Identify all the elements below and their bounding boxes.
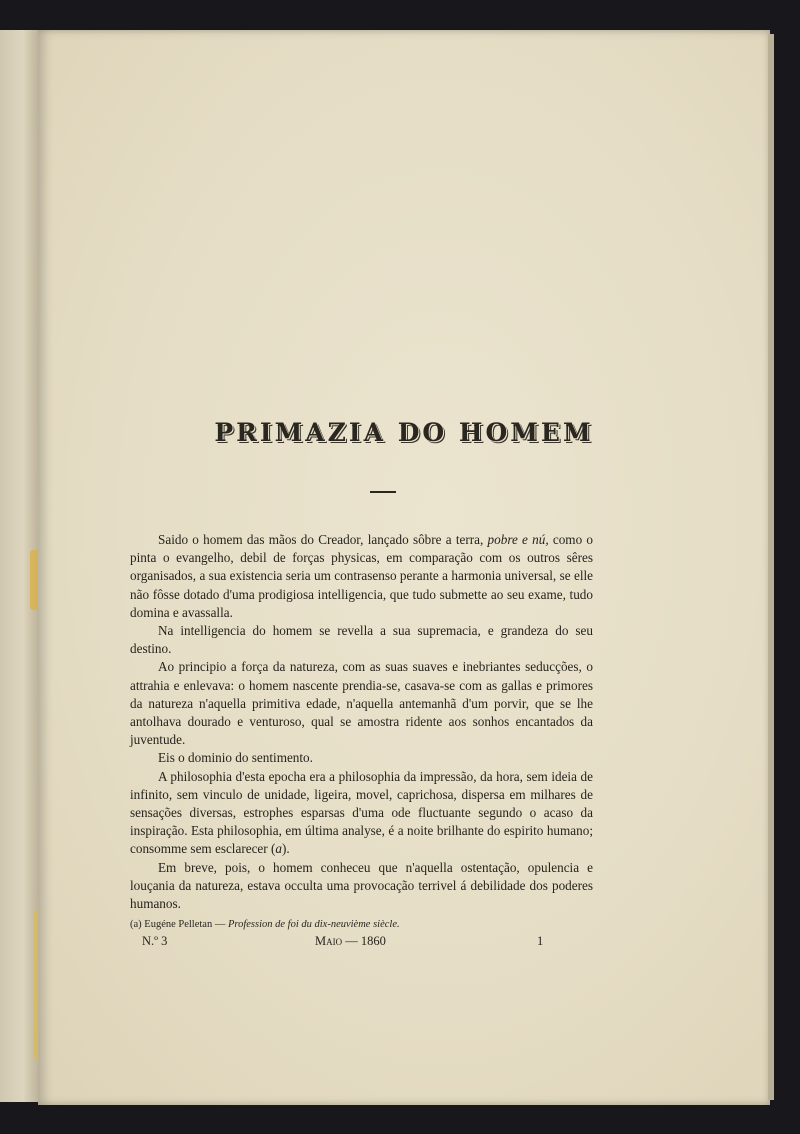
paragraph-text: Em breve, pois, o homem conheceu que n'aquella ostentação, opulencia e louçania da natureza, estava occulta uma provocação terrivel á debilidade dos poderes humanos.	[130, 859, 593, 912]
paragraph-emphasis: a	[275, 841, 282, 857]
footnote-marker: (a)	[130, 919, 142, 930]
body-paragraph	[130, 749, 593, 767]
paragraph-text: ).	[281, 841, 290, 857]
page-footer	[130, 934, 593, 952]
body-paragraph	[130, 768, 593, 859]
issue-date: Maio — 1860	[315, 934, 386, 948]
issue-number: N.º 3	[142, 934, 168, 948]
body-paragraph	[130, 531, 593, 622]
footnote-author: Eugéne Pelletan —	[144, 919, 226, 930]
page-edge	[768, 34, 774, 1100]
paragraph-text: como o pinta o evangelho, debil de forças physicas, em comparação com os outros sêres organisados, a sua existencia seria um contrasenso perante a harmonia universal, se elle não fôsse dotado d'uma prodigiosa intelligencia, que tudo submette ao seu exame, tudo domina e avassalla.	[130, 532, 593, 620]
paragraph-text: A philosophia d'esta epocha era a philosophia da impressão, da hora, sem ideia de infinito, sem vinculo de unidade, ligeira, movel, caprichosa, dispersa em milhares de sensações diversas, estrophes esparsas d'uma ode fluctuante segundo o acaso da inspiração. Esta philosophia, em última analyse, é a noite brilhante do espirito humano; consomme sem esclarecer (	[130, 768, 593, 857]
paragraph-text: Ao principio a força da natureza, com as suas suaves e inebriantes seducções, o attrahia e enlevava: o homem nascente prendia-se, casava-se com as gallas e primores da natureza n'aquella primitiva edade, n'aquella antemanhã d'um porvir, que se lhe antolhava dourado e venturoso, qual se amostra ridente aos sonhos encantados da juventude.	[130, 659, 593, 748]
body-paragraph	[130, 658, 593, 749]
article-body	[130, 531, 593, 913]
paragraph-text: Eis o dominio do sentimento.	[158, 750, 313, 766]
title-divider	[370, 491, 396, 493]
paragraph-text: Saido o homem das mãos do Creador, lançado sôbre a terra,	[158, 532, 488, 547]
page-number: 1	[537, 934, 544, 948]
body-paragraph	[130, 622, 593, 658]
article-title: PRIMAZIA DO HOMEM	[214, 418, 594, 447]
paragraph-emphasis: pobre e nú,	[487, 532, 549, 547]
body-paragraph	[130, 859, 593, 914]
facing-page-edge	[0, 30, 39, 1102]
footnote	[130, 919, 593, 930]
paragraph-text: Na intelligencia do homem se revella a sua supremacia, e grandeza do seu destino.	[130, 623, 593, 657]
bleed-through-texture	[130, 158, 600, 408]
document-page	[38, 30, 770, 1105]
footnote-work: Profession de foi du dix-neuvième siècle.	[227, 919, 400, 930]
